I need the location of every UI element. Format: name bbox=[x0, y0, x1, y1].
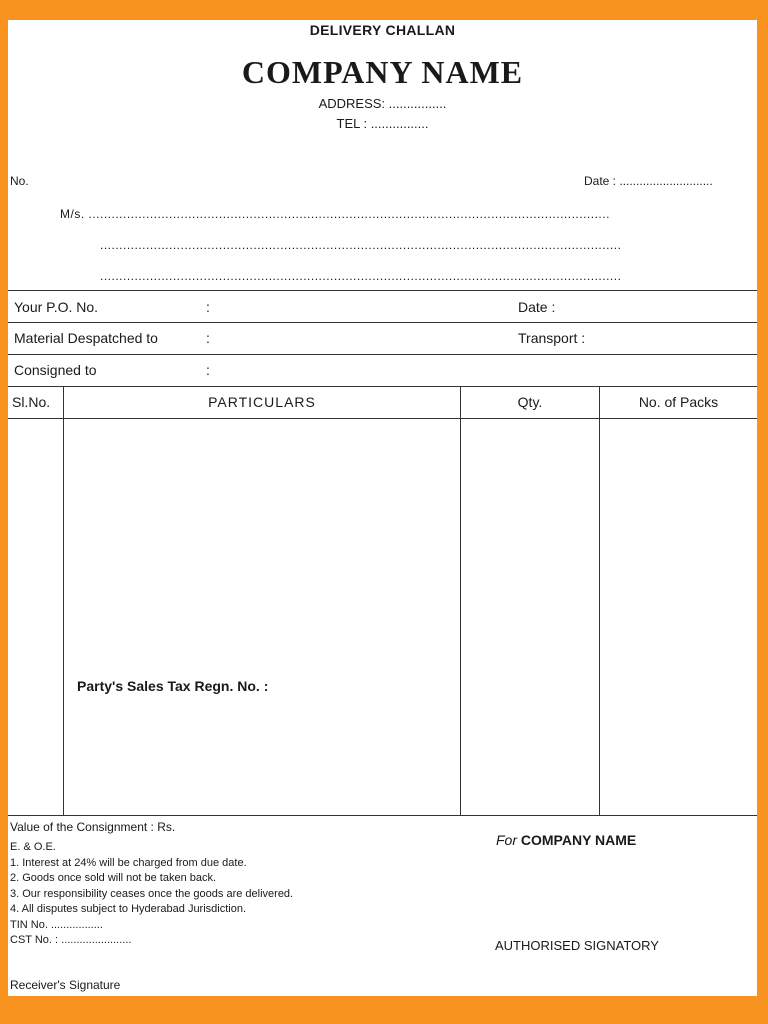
divider bbox=[8, 815, 757, 816]
consigned-to-label: Consigned to bbox=[14, 362, 97, 378]
for-company bbox=[496, 832, 636, 848]
company-name: COMPANY NAME bbox=[241, 54, 524, 90]
ms-line-2: ........................................................................................................................................ bbox=[100, 238, 622, 252]
term-item: 3. Our responsibility ceases once the goods are delivered. bbox=[10, 887, 294, 900]
ms-line-1: M/s. ........................................................................................................................................ bbox=[60, 207, 610, 221]
column-divider bbox=[599, 386, 600, 815]
tin-number: TIN No. ................. bbox=[10, 918, 103, 931]
challan-date-label: Date : ............................ bbox=[584, 174, 713, 188]
terms-block bbox=[10, 840, 293, 949]
authorised-signatory: AUTHORISED SIGNATORY bbox=[495, 938, 659, 953]
divider bbox=[8, 386, 757, 387]
sales-tax-regn-label: Party's Sales Tax Regn. No. : bbox=[77, 678, 269, 694]
consignment-value-label: Value of the Consignment : Rs. bbox=[10, 820, 176, 834]
column-header-qty: Qty. bbox=[517, 394, 543, 410]
column-header-slno: Sl.No. bbox=[12, 394, 51, 410]
column-header-particulars: PARTICULARS bbox=[208, 394, 316, 410]
eoe-text: E. & O.E. bbox=[10, 841, 56, 853]
company-tel: TEL : ................ bbox=[336, 116, 429, 131]
transport-label: Transport : bbox=[518, 330, 586, 346]
po-number-colon: : bbox=[206, 299, 210, 315]
company-address: ADDRESS: ................ bbox=[318, 96, 447, 111]
document-title: DELIVERY CHALLAN bbox=[309, 22, 456, 38]
delivery-challan-sheet bbox=[8, 20, 757, 996]
po-number-label: Your P.O. No. bbox=[14, 299, 99, 315]
term-item: 2. Goods once sold will not be taken back. bbox=[10, 872, 217, 884]
consigned-to-colon: : bbox=[206, 362, 210, 378]
challan-no-label: No. bbox=[10, 174, 29, 188]
divider bbox=[8, 322, 757, 323]
for-prefix: For bbox=[496, 832, 517, 848]
cst-number: CST No. : ....................... bbox=[10, 934, 132, 946]
ms-line-3: ........................................................................................................................................ bbox=[100, 269, 622, 283]
divider bbox=[8, 418, 757, 419]
column-header-packs: No. of Packs bbox=[638, 394, 719, 410]
divider bbox=[8, 354, 757, 355]
for-company-name: COMPANY NAME bbox=[520, 832, 637, 848]
receiver-signature: Receiver's Signature bbox=[10, 978, 121, 992]
po-date-label: Date : bbox=[518, 299, 556, 315]
term-item: 4. All disputes subject to Hyderabad Jurisdiction. bbox=[10, 903, 247, 915]
divider bbox=[8, 290, 757, 291]
column-divider bbox=[63, 386, 64, 815]
column-divider bbox=[460, 386, 461, 815]
term-item: 1. Interest at 24% will be charged from due date. bbox=[10, 856, 247, 869]
material-despatched-colon: : bbox=[206, 330, 210, 346]
material-despatched-label: Material Despatched to bbox=[14, 330, 158, 346]
